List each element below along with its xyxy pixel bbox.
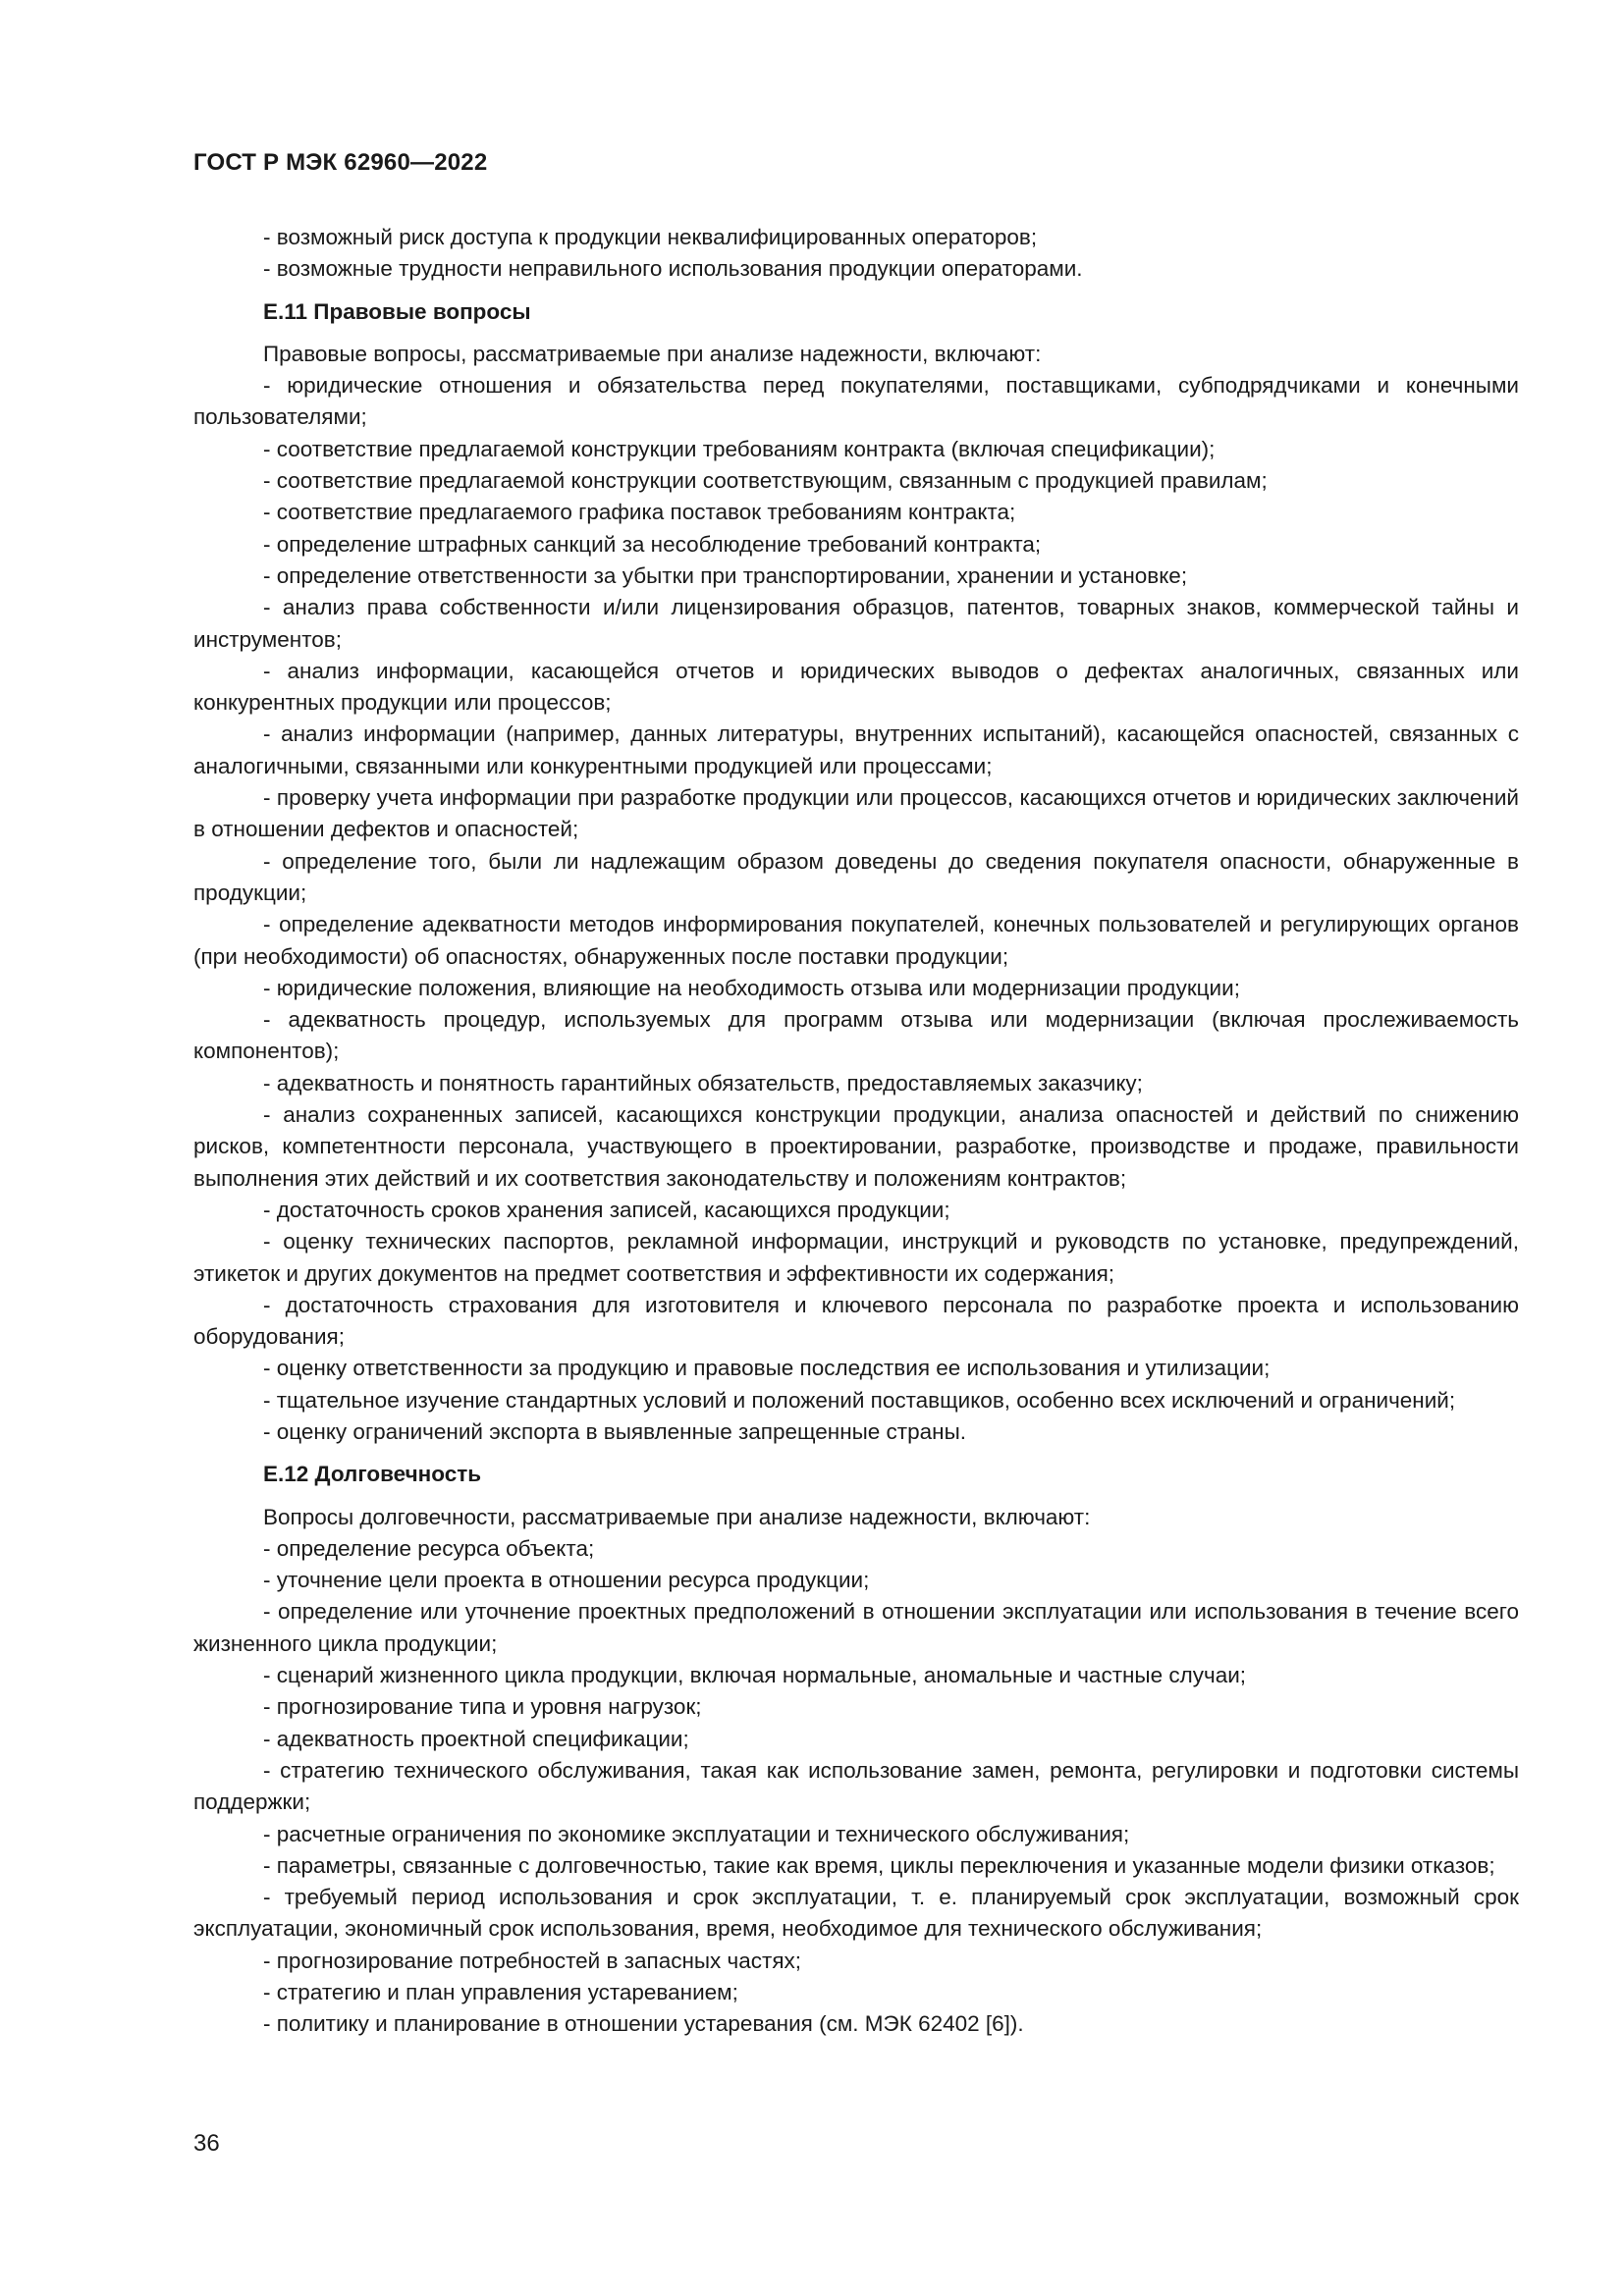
list-item: - анализ информации (например, данных литературы, внутренних испытаний), касающейся опасностей, связанных с аналогичными, связанными или конкурентными продукцией или процессами; xyxy=(193,721,1519,778)
list-item: - анализ сохраненных записей, касающихся конструкции продукции, анализа опасностей и действий по снижению рисков, компетентности персонала, участвующего в проектировании, разработке, производстве и продаже, правильности выполнения этих действий и их соответствия законодательству и положениям контрактов; xyxy=(193,1102,1519,1191)
list-item: - стратегию и план управления устареванием; xyxy=(263,1980,738,2005)
list-item: - адекватность процедур, используемых для программ отзыва или модернизации (включая прослеживаемость компонентов); xyxy=(193,1007,1519,1064)
list-item: - юридические положения, влияющие на необходимость отзыва или модернизации продукции; xyxy=(263,975,1240,1000)
list-item: - тщательное изучение стандартных условий и положений поставщиков, особенно всех исключений и ограничений; xyxy=(263,1387,1456,1413)
section-heading-e11: Е.11 Правовые вопросы xyxy=(263,298,531,324)
section-intro: Правовые вопросы, рассматриваемые при анализе надежности, включают: xyxy=(263,341,1042,366)
list-item: - уточнение цели проекта в отношении ресурса продукции; xyxy=(263,1568,870,1593)
page-number: 36 xyxy=(193,2130,220,2157)
list-item: - определение того, были ли надлежащим образом доведены до сведения покупателя опасности, обнаруженные в продукции; xyxy=(193,848,1519,905)
list-item: - юридические отношения и обязательства перед покупателями, поставщиками, субподрядчиками и конечными пользователями; xyxy=(193,373,1519,430)
list-item: - определение адекватности методов информирования покупателей, конечных пользователей и регулирующих органов (при необходимости) об опасностях, обнаруженных после поставки продукции; xyxy=(193,912,1519,969)
document-header: ГОСТ Р МЭК 62960—2022 xyxy=(193,149,488,176)
list-item: - оценку технических паспортов, рекламной информации, инструкций и руководств по установке, предупреждений, этикеток и других документов на предмет соответствия и эффективности их содержания; xyxy=(193,1229,1519,1286)
list-item: - стратегию технического обслуживания, такая как использование замен, ремонта, регулировки и подготовки системы поддержки; xyxy=(193,1757,1519,1815)
list-item: - возможный риск доступа к продукции неквалифицированных операторов; xyxy=(263,225,1038,249)
list-item: - достаточность страхования для изготовителя и ключевого персонала по разработке проекта и использованию оборудования; xyxy=(193,1292,1519,1350)
list-item: - параметры, связанные с долговечностью, такие как время, циклы переключения и указанные модели физики отказов; xyxy=(263,1852,1495,1878)
list-item: - требуемый период использования и срок эксплуатации, т. е. планируемый срок эксплуатации, возможный срок эксплуатации, экономичный срок использования, время, необходимое для технического обслуживания; xyxy=(193,1885,1519,1942)
list-item: - прогнозирование потребностей в запасных частях; xyxy=(263,1948,802,1973)
list-item: - соответствие предлагаемой конструкции требованиям контракта (включая спецификации); xyxy=(263,436,1216,461)
list-item: - расчетные ограничения по экономике эксплуатации и технического обслуживания; xyxy=(263,1821,1130,1846)
list-item: - проверку учета информации при разработке продукции или процессов, касающихся отчетов и юридических заключений в отношении дефектов и опасностей; xyxy=(193,785,1519,842)
list-item: - сценарий жизненного цикла продукции, включая нормальные, аномальные и частные случаи; xyxy=(263,1663,1247,1688)
list-item: - адекватность проектной спецификации; xyxy=(263,1726,689,1751)
list-item: - определение штрафных санкций за несоблюдение требований контракта; xyxy=(263,531,1042,557)
document-body xyxy=(193,222,1519,2041)
section-intro: Вопросы долговечности, рассматриваемые при анализе надежности, включают: xyxy=(263,1504,1091,1529)
list-item: - оценку ограничений экспорта в выявленные запрещенные страны. xyxy=(263,1418,966,1444)
list-item: - анализ права собственности и/или лицензирования образцов, патентов, товарных знаков, коммерческой тайны и инструментов; xyxy=(193,595,1519,652)
section-heading-e12: Е.12 Долговечность xyxy=(263,1462,482,1487)
list-item: - определение ответственности за убытки при транспортировании, хранении и установке; xyxy=(263,562,1188,588)
list-item: - определение ресурса объекта; xyxy=(263,1535,595,1561)
list-item: - возможные трудности неправильного использования продукции операторами. xyxy=(263,256,1083,282)
list-item: - анализ информации, касающейся отчетов и юридических выводов о дефектах аналогичных, связанных или конкурентных продукции или процессов; xyxy=(193,658,1519,716)
list-item: - достаточность сроков хранения записей, касающихся продукции; xyxy=(263,1197,950,1222)
list-item: - определение или уточнение проектных предположений в отношении эксплуатации или использования в течение всего жизненного цикла продукции; xyxy=(193,1599,1519,1656)
list-item: - соответствие предлагаемой конструкции соответствующим, связанным с продукцией правилам; xyxy=(263,468,1268,494)
list-item: - политику и планирование в отношении устаревания (см. МЭК 62402 [6]). xyxy=(263,2011,1024,2037)
list-item: - оценку ответственности за продукцию и правовые последствия ее использования и утилизации; xyxy=(263,1356,1271,1381)
list-item: - соответствие предлагаемого графика поставок требованиям контракта; xyxy=(263,500,1016,525)
list-item: - прогнозирование типа и уровня нагрузок; xyxy=(263,1694,702,1720)
list-item: - адекватность и понятность гарантийных обязательств, предоставляемых заказчику; xyxy=(263,1070,1143,1095)
